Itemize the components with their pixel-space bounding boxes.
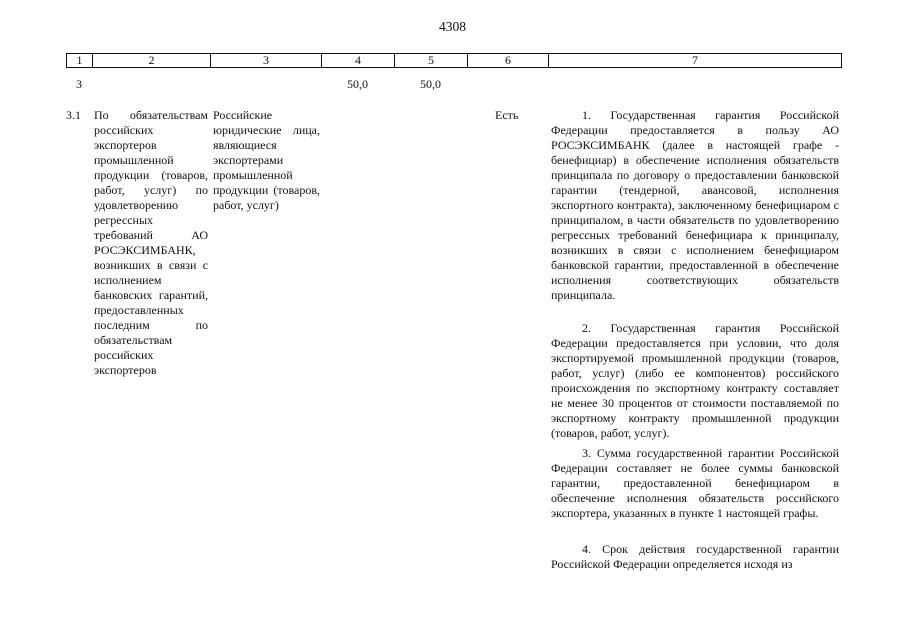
column-number-7: 7 — [692, 53, 698, 67]
row31-principal-category: Российские юридические лица, являющиеся экспортерами промышленной продукции (товаров, работ, услуг) — [213, 108, 320, 212]
column-number-5: 5 — [395, 54, 468, 67]
row3-col5-value: 50,0 — [420, 77, 441, 91]
column-number-3: 3 — [211, 54, 322, 67]
column-number-4: 4 — [322, 54, 395, 67]
row31-recourse-flag: Есть — [495, 108, 519, 122]
row31-number: 3.1 — [66, 108, 81, 122]
column-number-1: 1 — [67, 54, 93, 67]
guarantee-condition-1: 1. Государственная гарантия Российской Федерации предоставляется в пользу АО РОСЭКСИМБАНК (далее в настоящей графе - бенефициар) в обеспечение исполнения обязательств принципала по договору о предоставлении банковской гарантии (тендерной, авансовой, исполнения экспортного контракта), заключенному бенефициаром с принципалом, в части обязательств по удовлетворению регрессных требований бенефициара к принципалу, возникших в связи с исполнением бенефициаром банковской гарантии, предоставленной в обеспечение исполнения соответствующих обязательств принципала. — [551, 108, 839, 302]
column-number-6: 6 — [468, 54, 549, 67]
page-number: 4308 — [439, 19, 466, 34]
column-number-header-row — [66, 53, 842, 68]
guarantee-condition-2: 2. Государственная гарантия Российской Федерации предоставляется при условии, что доля экспортируемой промышленной продукции (товаров, работ, услуг) (либо ее компонентов) российского происхождения по экспортному контракту составляет не менее 30 процентов от стоимости поставляемой по экспортному контракту промышленной продукции (товаров, работ, услуг). — [551, 321, 839, 440]
row3-number: 3 — [76, 77, 82, 91]
guarantee-condition-4: 4. Срок действия государственной гарантии Российской Федерации определяется исходя из — [551, 542, 839, 571]
row3-col4-value: 50,0 — [347, 77, 368, 91]
guarantee-condition-3: 3. Сумма государственной гарантии Российской Федерации составляет не более суммы банковской гарантии, предоставленной бенефициаром в обеспечение исполнения обязательств российского экспортера, указанных в пункте 1 настоящей графы. — [551, 446, 839, 520]
column-number-2: 2 — [93, 54, 211, 67]
row31-obligation-description: По обязательствам российских экспортеров промышленной продукции (товаров, работ, услуг) по удовлетворению регрессных требований АО РОСЭКСИМБАНК, возникших в связи с исполнением банковских гарантий, предоставленных последним по обязательствам российских экспортеров — [94, 108, 208, 377]
